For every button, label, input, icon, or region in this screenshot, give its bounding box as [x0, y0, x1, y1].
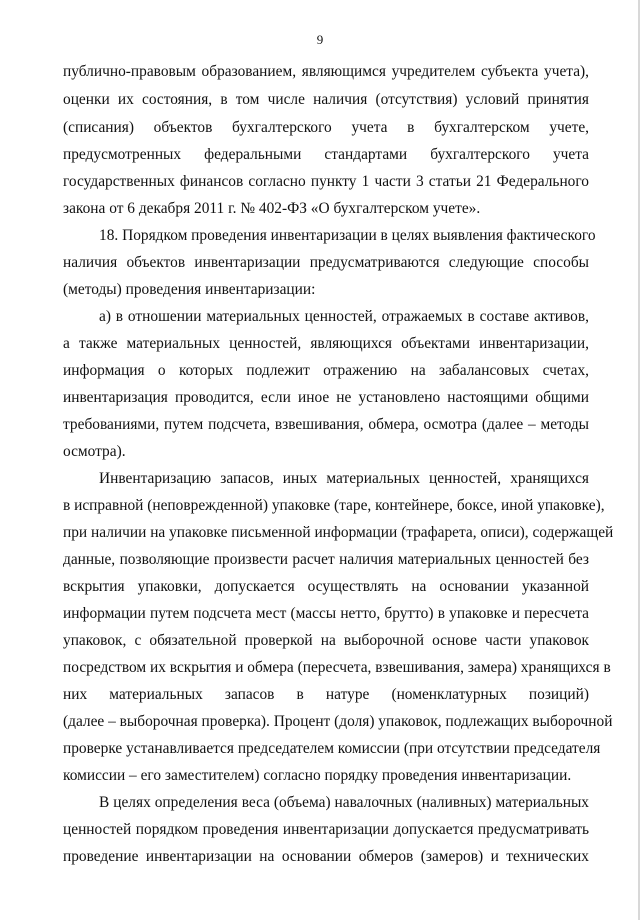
- text-line: информации путем подсчета мест (массы нетто, брутто) в упаковке и пересчета: [63, 605, 589, 622]
- text-line: государственных финансов согласно пункту 1 части 3 статьи 21 Федерального: [63, 173, 589, 190]
- text-line: требованиями, путем подсчета, взвешивания, обмера, осмотра (далее – методы: [63, 416, 589, 433]
- text-line: данные, позволяющие произвести расчет наличия материальных ценностей без: [63, 551, 589, 568]
- text-line: них материальных запасов в натуре (номенклатурных позиций): [63, 686, 589, 703]
- text-line: а также материальных ценностей, являющихся объектами инвентаризации,: [63, 335, 589, 352]
- text-line: (методы) проведения инвентаризации:: [63, 281, 316, 298]
- text-line: оценки их состояния, в том числе наличия (отсутствия) условий принятия: [63, 91, 589, 108]
- text-line: инвентаризация проводится, если иное не установлено настоящими общими: [63, 389, 589, 406]
- text-line: (списания) объектов бухгалтерского учета в бухгалтерском учете,: [63, 119, 589, 136]
- text-line: (далее – выборочная проверка). Процент (доля) упаковок, подлежащих выборочной: [63, 713, 613, 730]
- text-line: Инвентаризацию запасов, иных материальных ценностей, хранящихся: [99, 470, 589, 487]
- text-line: упаковок, с обязательной проверкой на выборочной основе части упаковок: [63, 632, 589, 649]
- page-number: 9: [316, 32, 324, 47]
- text-line: предусмотренных федеральными стандартами бухгалтерского учета: [63, 146, 589, 163]
- text-line: В целях определения веса (объема) навалочных (наливных) материальных: [99, 794, 589, 811]
- text-line: 18. Порядком проведения инвентаризации в целях выявления фактического: [99, 227, 596, 244]
- text-line: публично-правовым образованием, являющимся учредителем субъекта учета),: [63, 63, 589, 80]
- text-line: в исправной (неповрежденной) упаковке (таре, контейнере, боксе, иной упаковке),: [63, 497, 605, 514]
- text-line: осмотра).: [63, 443, 126, 460]
- text-line: а) в отношении материальных ценностей, отражаемых в составе активов,: [99, 308, 589, 325]
- text-line: закона от 6 декабря 2011 г. № 402-ФЗ «О бухгалтерском учете».: [63, 200, 481, 217]
- text-line: ценностей порядком проведения инвентаризации допускается предусматривать: [63, 821, 589, 838]
- text-line: комиссии – его заместителем) согласно порядку проведения инвентаризации.: [63, 767, 572, 784]
- text-line: наличия объектов инвентаризации предусматриваются следующие способы: [63, 254, 589, 271]
- text-line: посредством их вскрытия и обмера (пересчета, взвешивания, замера) хранящихся в: [63, 659, 611, 676]
- text-line: при наличии на упаковке письменной информации (трафарета, описи), содержащей: [63, 524, 614, 541]
- text-line: проверке устанавливается председателем комиссии (при отсутствии председателя: [63, 740, 601, 757]
- text-line: проведение инвентаризации на основании обмеров (замеров) и технических: [63, 848, 589, 865]
- text-line: информация о которых подлежит отражению на забалансовых счетах,: [63, 362, 589, 379]
- text-line: вскрытия упаковки, допускается осуществлять на основании указанной: [63, 578, 589, 595]
